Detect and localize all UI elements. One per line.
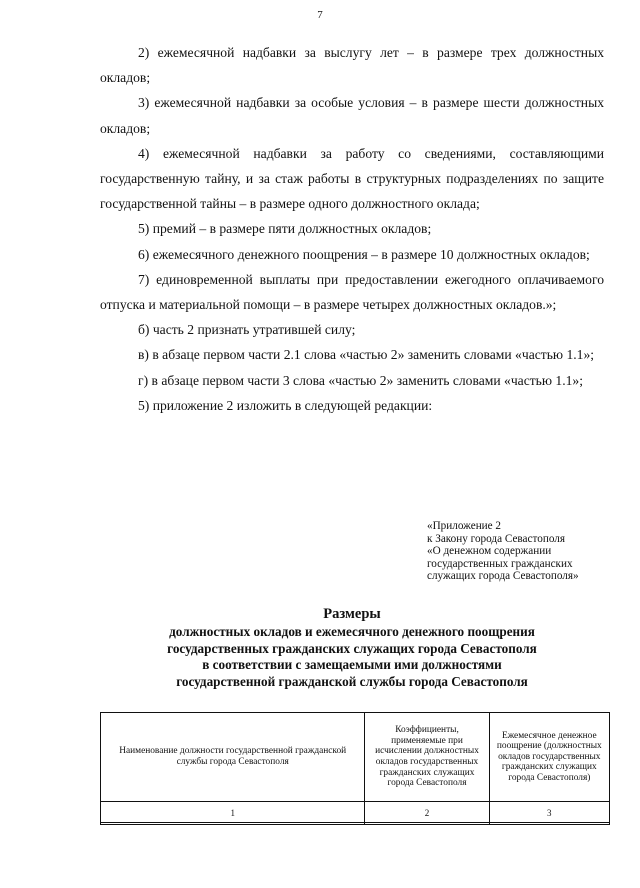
header-monthly-incentive: Ежемесячное денежное поощрение (должностных окладов государственных гражданских служащих города Севастополя) bbox=[489, 713, 609, 802]
page-number: 7 bbox=[317, 9, 323, 21]
title-main: Размеры bbox=[323, 606, 381, 622]
appendix-line: к Закону города Севастополя bbox=[427, 532, 565, 545]
column-number: 1 bbox=[101, 802, 365, 825]
title-line: государственной гражданской службы города Севастополя bbox=[176, 674, 528, 690]
salary-table bbox=[100, 712, 610, 825]
title-line: государственных гражданских служащих города Севастополя bbox=[167, 640, 537, 656]
paragraph-part-2-repealed: б) часть 2 признать утратившей силу; bbox=[138, 322, 356, 338]
paragraph-lump-sum-payment: 7) единовременной выплаты при предоставлении ежегодного оплачиваемого отпуска и материальной помощи – в размере четырех должностных окладов.»; bbox=[100, 271, 604, 313]
appendix-line: государственных гражданских bbox=[427, 557, 573, 570]
appendix-line: служащих города Севастополя» bbox=[427, 570, 579, 583]
paragraph-part-3-amend: г) в абзаце первом части 3 слова «частью 2» заменить словами «частью 1.1»; bbox=[138, 372, 583, 388]
paragraph-bonuses: 5) премий – в размере пяти должностных окладов; bbox=[138, 221, 432, 237]
title-line: должностных окладов и ежемесячного денежного поощрения bbox=[169, 623, 535, 639]
header-coefficients: Коэффициенты, применяемые при исчислении должностных окладов государственных гражданских служащих города Севастополя bbox=[365, 713, 489, 802]
title-line: в соответствии с замещаемыми ими должностями bbox=[202, 657, 502, 673]
appendix-line: «Приложение 2 bbox=[427, 520, 502, 532]
document-body bbox=[100, 40, 604, 418]
column-number: 3 bbox=[489, 802, 609, 825]
header-position-name: Наименование должности государственной гражданской службы города Севастополя bbox=[101, 713, 365, 802]
table-bottom-rule bbox=[100, 822, 610, 823]
column-number: 2 bbox=[365, 802, 489, 825]
appendix-line: «О денежном содержании bbox=[427, 545, 552, 558]
table-header-row bbox=[101, 713, 610, 802]
paragraph-allowance-special-conditions: 3) ежемесячной надбавки за особые условия – в размере шести должностных окладов; bbox=[100, 95, 604, 136]
paragraph-allowance-state-secret: 4) ежемесячной надбавки за работу со сведениями, составляющими государственную тайну, и за стаж работы в структурных подразделениях по защите государственной тайны – в размере одного должностного оклада; bbox=[100, 145, 604, 212]
paragraph-appendix-2-intro: 5) приложение 2 изложить в следующей редакции: bbox=[138, 397, 433, 413]
appendix-reference bbox=[427, 520, 627, 583]
paragraph-part-2-1-amend: в) в абзаце первом части 2.1 слова «частью 2» заменить словами «частью 1.1»; bbox=[138, 347, 595, 363]
paragraph-allowance-seniority: 2) ежемесячной надбавки за выслугу лет – в размере трех должностных окладов; bbox=[100, 45, 604, 86]
document-title bbox=[80, 606, 624, 691]
paragraph-monthly-incentive: 6) ежемесячного денежного поощрения – в размере 10 должностных окладов; bbox=[138, 246, 590, 262]
